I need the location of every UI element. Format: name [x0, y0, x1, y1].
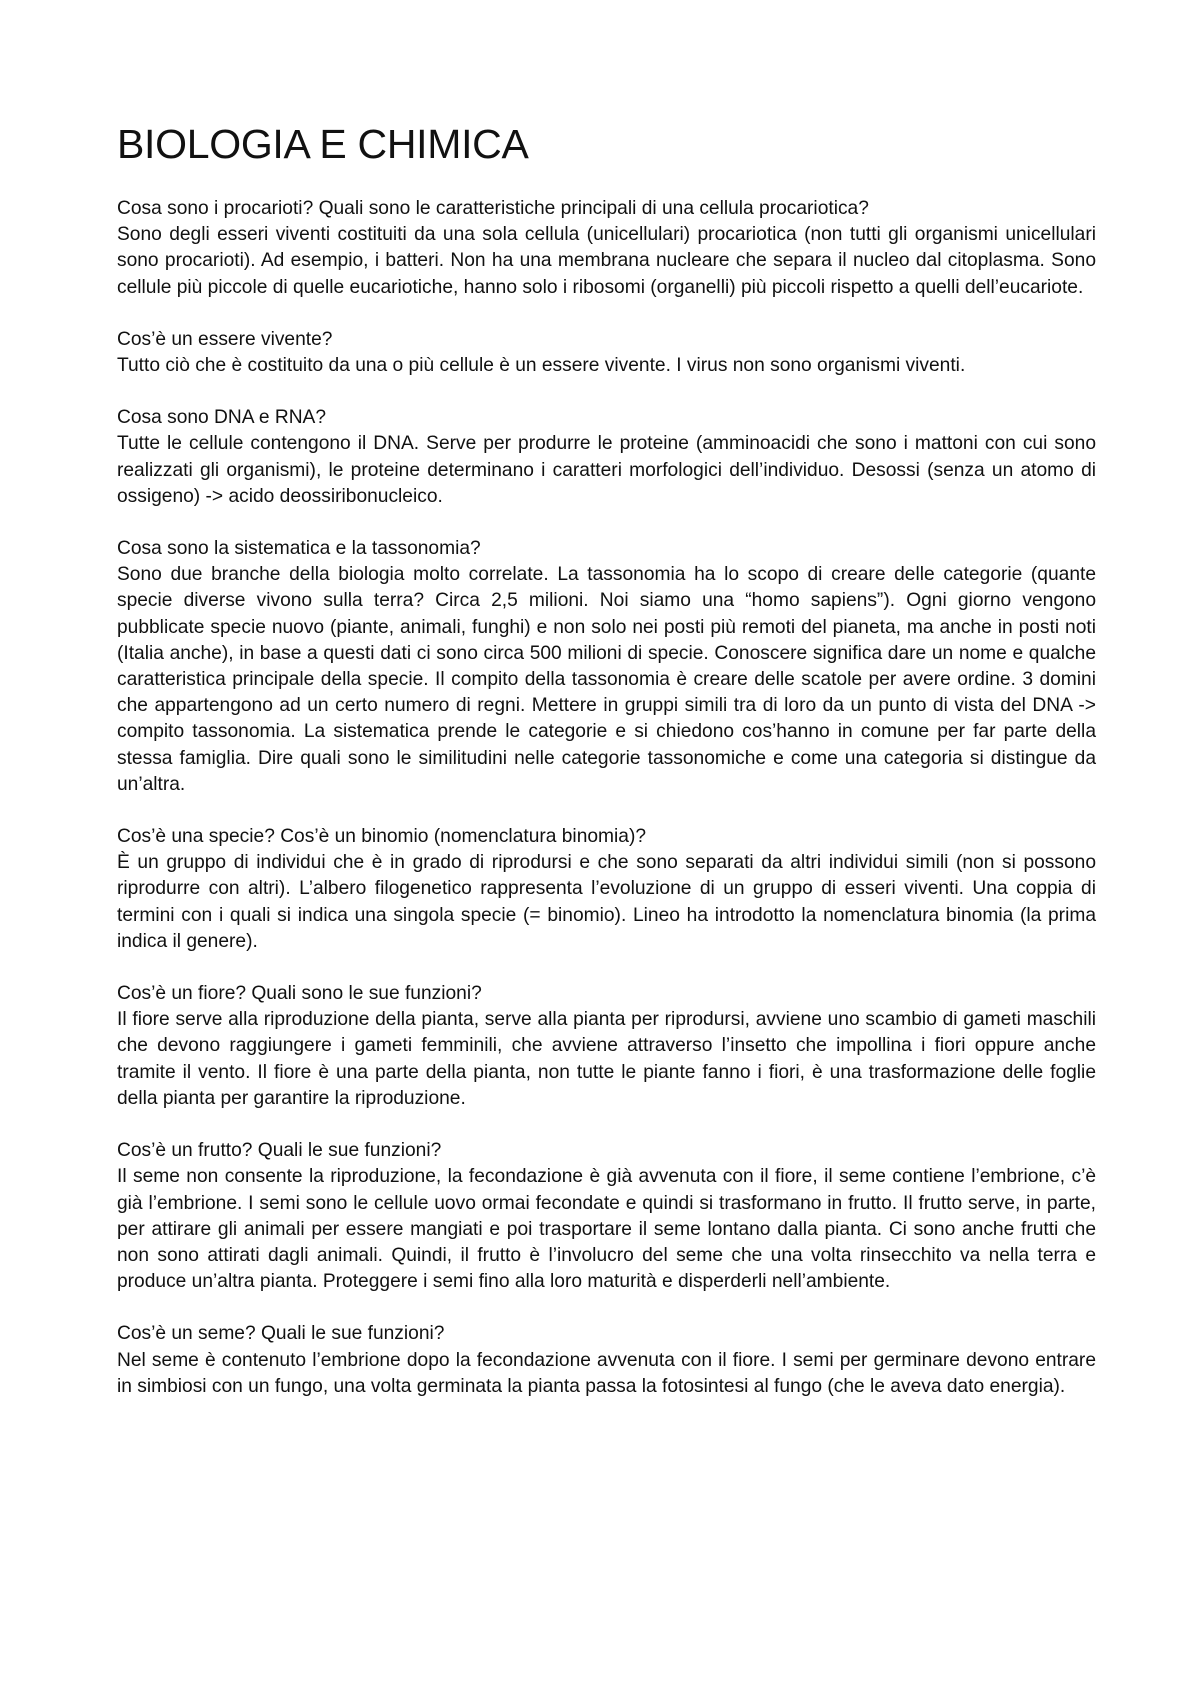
section-frutto [117, 1138, 1096, 1295]
section-question: Cos’è un fiore? Quali sono le sue funzioni? [117, 983, 482, 1005]
section-question: Cosa sono la sistematica e la tassonomia? [117, 538, 481, 560]
section-answer: Tutte le cellule contengono il DNA. Serve per produrre le proteine (amminoacidi che sono i mattoni con cui sono realizzati gli organismi), le proteine determinano i caratteri morfologici dell’individuo. Desossi (senza un atomo di ossigeno) -> acido deossiribonucleico. [117, 433, 1096, 507]
page-title: BIOLOGIA E CHIMICA [117, 121, 529, 167]
section-fiore [117, 981, 1096, 1112]
section-answer: È un gruppo di individui che è in grado di riprodursi e che sono separati da altri individui simili (non si possono riprodurre con altri). L’albero filogenetico rappresenta l’evoluzione di un gruppo di esseri viventi. Una coppia di termini con i quali si indica una singola specie (= binomio). Lineo ha introdotto la nomenclatura binomia (la prima indica il genere). [117, 852, 1096, 952]
section-answer: Nel seme è contenuto l’embrione dopo la fecondazione avvenuta con il fiore. I semi per germinare devono entrare in simbiosi con un fungo, una volta germinata la pianta passa la fotosintesi al fungo (che le aveva dato energia). [117, 1349, 1096, 1397]
section-answer: Il seme non consente la riproduzione, la fecondazione è già avvenuta con il fiore, il seme contiene l’embrione, c’è già l’embrione. I semi sono le cellule uovo ormai fecondate e quindi si trasformano in frutto. Il frutto serve, in parte, per attirare gli animali per essere mangiati e poi trasportare il seme lontano dalla pianta. Ci sono anche frutti che non sono attirati dagli animali. Quindi, il frutto è l’involucro del seme che una volta rinsecchito va nella terra e produce un’altra pianta. Proteggere i semi fino alla loro maturità e disperderli nell’ambiente. [117, 1166, 1096, 1293]
section-answer: Il fiore serve alla riproduzione della pianta, serve alla pianta per riprodursi, avviene uno scambio di gameti maschili che devono raggiungere i gameti femminili, che avviene attraverso l’insetto che impollina i fiori oppure anche tramite il vento. Il fiore è una parte della pianta, non tutte le piante fanno i fiori, è una trasformazione delle foglie della pianta per garantire la riproduzione. [117, 1009, 1096, 1109]
section-question: Cos’è un essere vivente? [117, 328, 333, 350]
section-answer: Sono due branche della biologia molto correlate. La tassonomia ha lo scopo di creare delle categorie (quante specie diverse vivono sulla terra? Circa 2,5 milioni. Noi siamo una “homo sapiens”). Ogni giorno vengono pubblicate specie nuovo (piante, animali, funghi) e non solo nei posti più remoti del pianeta, ma anche in posti noti (Italia anche), in base a questi dati ci sono circa 500 milioni di specie. Conoscere significa dare un nome e qualche caratteristica principale della specie. Il compito della tassonomia è creare delle scatole per avere ordine. 3 domini che appartengono ad un certo numero di regni. Mettere in gruppi simili tra di loro da un punto di vista del DNA -> compito tassonomia. La sistematica prende le categorie e si chiedono cos’hanno in comune per far parte della stessa famiglia. Dire quali sono le similitudini nelle categorie tassonomiche e come una categoria si distingue da un’altra. [117, 564, 1096, 795]
section-question: Cosa sono i procarioti? Quali sono le caratteristiche principali di una cellula procariotica? [117, 198, 869, 219]
document-page [117, 118, 1096, 1426]
section-question: Cos’è un frutto? Quali le sue funzioni? [117, 1140, 442, 1162]
section-essere-vivente [117, 327, 1096, 379]
section-seme [117, 1321, 1096, 1400]
section-procarioti [117, 196, 1096, 301]
section-specie-binomio [117, 824, 1096, 955]
section-question: Cos’è una specie? Cos’è un binomio (nomenclatura binomia)? [117, 826, 647, 848]
section-sistematica-tassonomia [117, 536, 1096, 798]
section-answer: Tutto ciò che è costituito da una o più cellule è un essere vivente. I virus non sono organismi viventi. [117, 355, 966, 377]
section-dna-rna [117, 405, 1096, 510]
section-question: Cosa sono DNA e RNA? [117, 407, 327, 429]
section-answer: Sono degli esseri viventi costituiti da una sola cellula (unicellulari) procariotica (non tutti gli organismi unicellulari sono procarioti). Ad esempio, i batteri. Non ha una membrana nucleare che separa il nucleo dal citoplasma. Sono cellule più piccole di quelle eucariotiche, hanno solo i ribosomi (organelli) più piccoli rispetto a quelli dell’eucariote. [117, 224, 1096, 298]
section-question: Cos’è un seme? Quali le sue funzioni? [117, 1323, 445, 1345]
